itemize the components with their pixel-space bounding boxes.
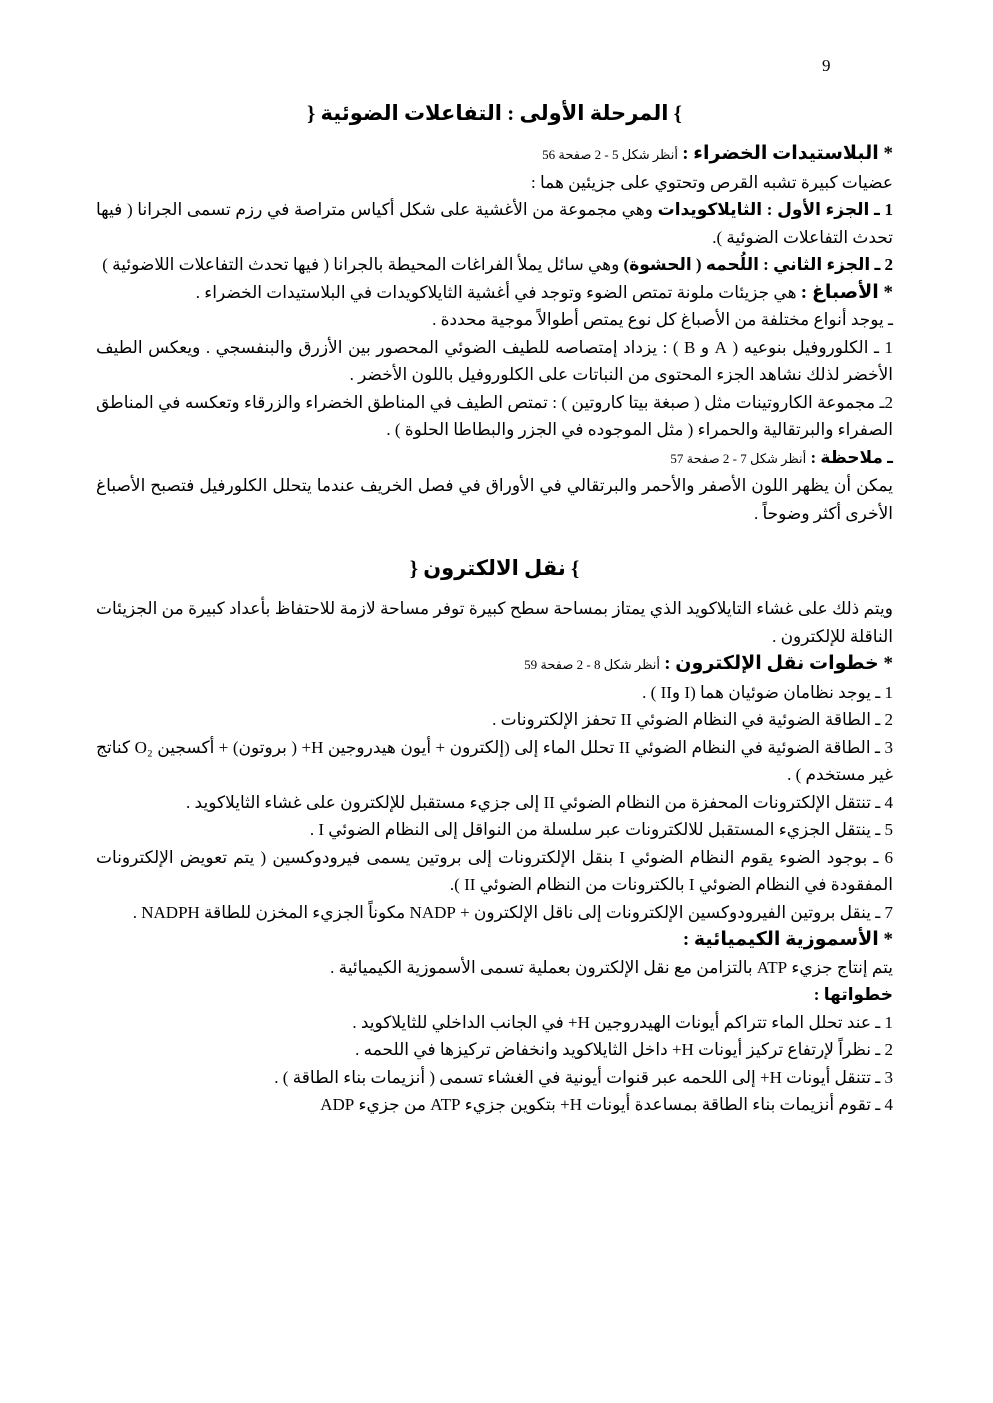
pigment-chlorophyll: 1 ـ الكلوروفيل بنوعيه ( A و B ) : يزداد إمتصاصه للطيف الضوئي المحصور بين الأزرق والبنفسجي . ويعكس الطيف الأخضر لذلك نشاهد الجزء المحتوى من النباتات على الكلوروفيل باللون الأخضر . [96, 337, 893, 384]
chemiosmosis-step-4: 4 ـ تقوم أنزيمات بناء الطاقة بمساعدة أيونات H+ بتكوين جزيء ATP من جزيء ADP [320, 1095, 893, 1114]
transport-step-7: 7 ـ ينقل بروتين الفيرودوكسين الإلكترونات إلى ناقل الإلكترون + NADP مكوناً الجزيء المخزن للطاقة NADPH . [132, 902, 893, 922]
transport-steps-heading-line [96, 650, 893, 679]
chemiosmosis-intro: يتم إنتاج جزيء ATP بالتزامن مع نقل الإلكترون بعملية تسمى الأسموزية الكيميائية . [330, 957, 893, 977]
chloroplast-part-2-text: وهي سائل يملأ الفراغات المحيطة بالجرانا ( فيها تحدث التفاعلات اللاضوئية ) [102, 255, 620, 274]
section-title-light-reactions: } المرحلة الأولى : التفاعلات الضوئية { [307, 101, 682, 125]
chloroplast-part-2 [96, 251, 893, 279]
pigments-definition-text: هي جزيئات ملونة تمتص الضوء وتوجد في أغشية الثايلاكويدات في البلاستيدات الخضراء . [195, 282, 797, 302]
transport-step-4: 4 ـ تنتقل الإلكترونات المحفزة من النظام الضوئي II إلى جزيء مستقبل للإلكترون على غشاء الثايلاكويد . [186, 792, 893, 812]
transport-step-1: 1 ـ يوجد نظامان ضوئيان هما (I وII ) . [642, 682, 893, 702]
note-line [96, 444, 893, 473]
chloroplasts-heading-line [96, 140, 893, 169]
page-content [96, 98, 893, 1119]
transport-step-3: 3 ـ الطاقة الضوئية في النظام الضوئي II تحلل الماء إلى (إلكترون + أيون هيدروجين H+ ( بروتون) + أكسجين O₂ كناتج غير مستخدم ) . [96, 737, 894, 784]
pigments-heading: * الأصباغ : [800, 281, 893, 303]
note-label: ـ ملاحظة : [810, 447, 893, 467]
transport-steps-heading: * خطوات نقل الإلكترون : [664, 653, 893, 674]
chemiosmosis-step-2: 2 ـ نظراً لإرتفاع تركيز أيونات H+ داخل الثايلاكويد وانخفاض تركيزها في اللحمه . [355, 1040, 893, 1059]
chloroplasts-figure-reference: أنظر شكل 5 - 2 صفحة 56 [542, 147, 678, 162]
transport-step-5: 5 ـ ينتقل الجزيء المستقبل للالكترونات عبر سلسلة من النواقل إلى النظام الضوئي I . [309, 820, 893, 839]
pigment-carotenoids: 2ـ مجموعة الكاروتينات مثل ( صبغة بيتا كاروتين ) : تمتص الطيف في المناطق الخضراء والزرقاء وتعكسه في المناطق الصفراء والبرتقالية والحمراء ( مثل الموجوده في الجزر والبطاطا الحلوة ) . [96, 392, 893, 439]
chemiosmosis-steps-label: خطواتها : [813, 985, 893, 1004]
page-number: 9 [822, 56, 831, 75]
transport-step-2: 2 ـ الطاقة الضوئية في النظام الضوئي II تحفز الإلكترونات . [492, 710, 893, 729]
pigments-types-note: ـ يوجد أنواع مختلفة من الأصباغ كل نوع يمتص أطوالاً موجية محددة . [432, 310, 893, 329]
chloroplasts-heading: * البلاستيدات الخضراء : [682, 143, 893, 164]
chloroplasts-intro: عضيات كبيرة تشبه القرص وتحتوي على جزيئين هما : [530, 172, 893, 192]
chloroplast-part-1-lead: 1 ـ الجزء الأول : الثايلاكويدات [657, 200, 893, 219]
transport-step-6: 6 ـ بوجود الضوء يقوم النظام الضوئي I بنقل الإلكترونات إلى بروتين يسمى فيرودوكسين ( يتم تعويض الإلكترونات المفقودة في النظام الضوئي I بالكترونات من النظام الضوئي II ). [96, 847, 893, 894]
pigments-definition-line [96, 279, 893, 307]
note-figure-reference: أنظر شكل 7 - 2 صفحة 57 [670, 450, 807, 466]
note-text: يمكن أن يظهر اللون الأصفر والأحمر والبرتقالي في الأوراق في فصل الخريف عندما يتحلل الكلورفيل فتصبح الأصباغ الأخرى أكثر وضوحاً . [96, 476, 893, 523]
chemiosmosis-step-1: 1 ـ عند تحلل الماء تتراكم أيونات الهيدروجين H+ في الجانب الداخلي للثايلاكويد . [352, 1012, 893, 1032]
electron-transport-intro: ويتم ذلك على غشاء التايلاكويد الذي يمتاز بمساحة سطح كبيرة توفر مساحة لازمة للاحتفاظ بأعداد كبيرة من الجزيئات الناقلة للإلكترون . [96, 599, 893, 646]
chloroplast-part-1 [96, 196, 893, 251]
transport-figure-reference: أنظر شكل 8 - 2 صفحة 59 [524, 657, 660, 672]
chemiosmosis-heading: * الأسموزية الكيميائية : [682, 929, 893, 950]
chloroplast-part-2-lead: 2 ـ الجزء الثاني : اللُحمه ( الحشوة) [623, 255, 893, 274]
chemiosmosis-step-3: 3 ـ تتنقل أيونات H+ إلى اللحمه عبر قنوات أيونية في الغشاء تسمى ( أنزيمات بناء الطاقة ) . [274, 1067, 893, 1087]
section-title-electron-transport: } نقل الالكترون { [409, 556, 580, 580]
chloroplast-part-1-text: وهي مجموعة من الأغشية على شكل أكياس متراصة في رزم تسمى الجرانا ( فيها تحدث التفاعلات الضوئية ). [96, 200, 893, 247]
